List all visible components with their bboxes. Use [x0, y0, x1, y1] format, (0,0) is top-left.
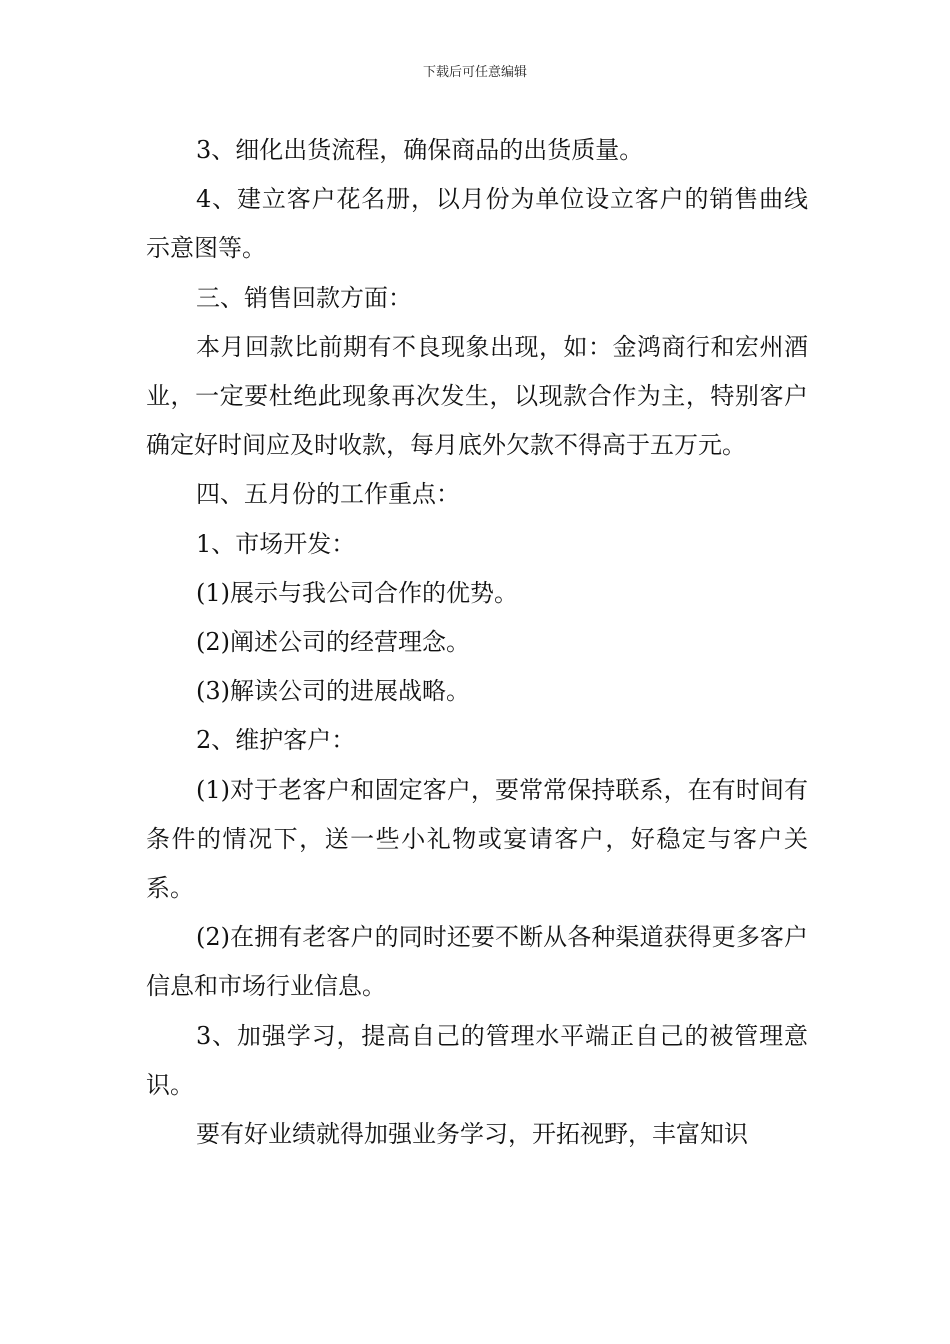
paragraph-item-3-learning: 3、加强学习，提高自己的管理水平端正自己的被管理意识。: [146, 1021, 808, 1099]
list-item-development-strategy: (3)解读公司的进展战略。: [196, 677, 470, 706]
list-item-advantages: (1)展示与我公司合作的优势。: [196, 578, 518, 607]
subheading-market-development: 1、市场开发：: [196, 529, 356, 558]
subheading-customer-maintenance: 2、维护客户：: [196, 726, 356, 755]
section-heading-may-priorities: 四、五月份的工作重点：: [196, 480, 460, 509]
list-item-business-philosophy: (2)阐述公司的经营理念。: [196, 628, 470, 657]
paragraph-item-4-customer-register: 4、建立客户花名册，以月份为单位设立客户的销售曲线示意图等。: [146, 185, 808, 263]
page-header: 下载后可任意编辑: [422, 65, 527, 80]
paragraph-business-study: 要有好业绩就得加强业务学习，开拓视野，丰富知识: [196, 1120, 748, 1149]
list-item-old-customers: (1)对于老客户和固定客户，要常常保持联系，在有时间有条件的情况下，送一些小礼物或宴请客户，好稳定与客户关系。: [146, 775, 808, 903]
paragraph-item-3-shipping: 3、细化出货流程，确保商品的出货质量。: [196, 136, 644, 164]
section-heading-payment-collection: 三、销售回款方面：: [196, 283, 412, 312]
paragraph-payment-collection: 本月回款比前期有不良现象出现，如：金鸿商行和宏州酒业，一定要杜绝此现象再次发生，以现款合作为主，特别客户确定好时间应及时收款，每月底外欠款不得高于五万元。: [146, 332, 808, 460]
list-item-new-customer-info: (2)在拥有老客户的同时还要不断从各种渠道获得更多客户信息和市场行业信息。: [146, 923, 808, 1001]
document-body: [146, 126, 808, 1159]
